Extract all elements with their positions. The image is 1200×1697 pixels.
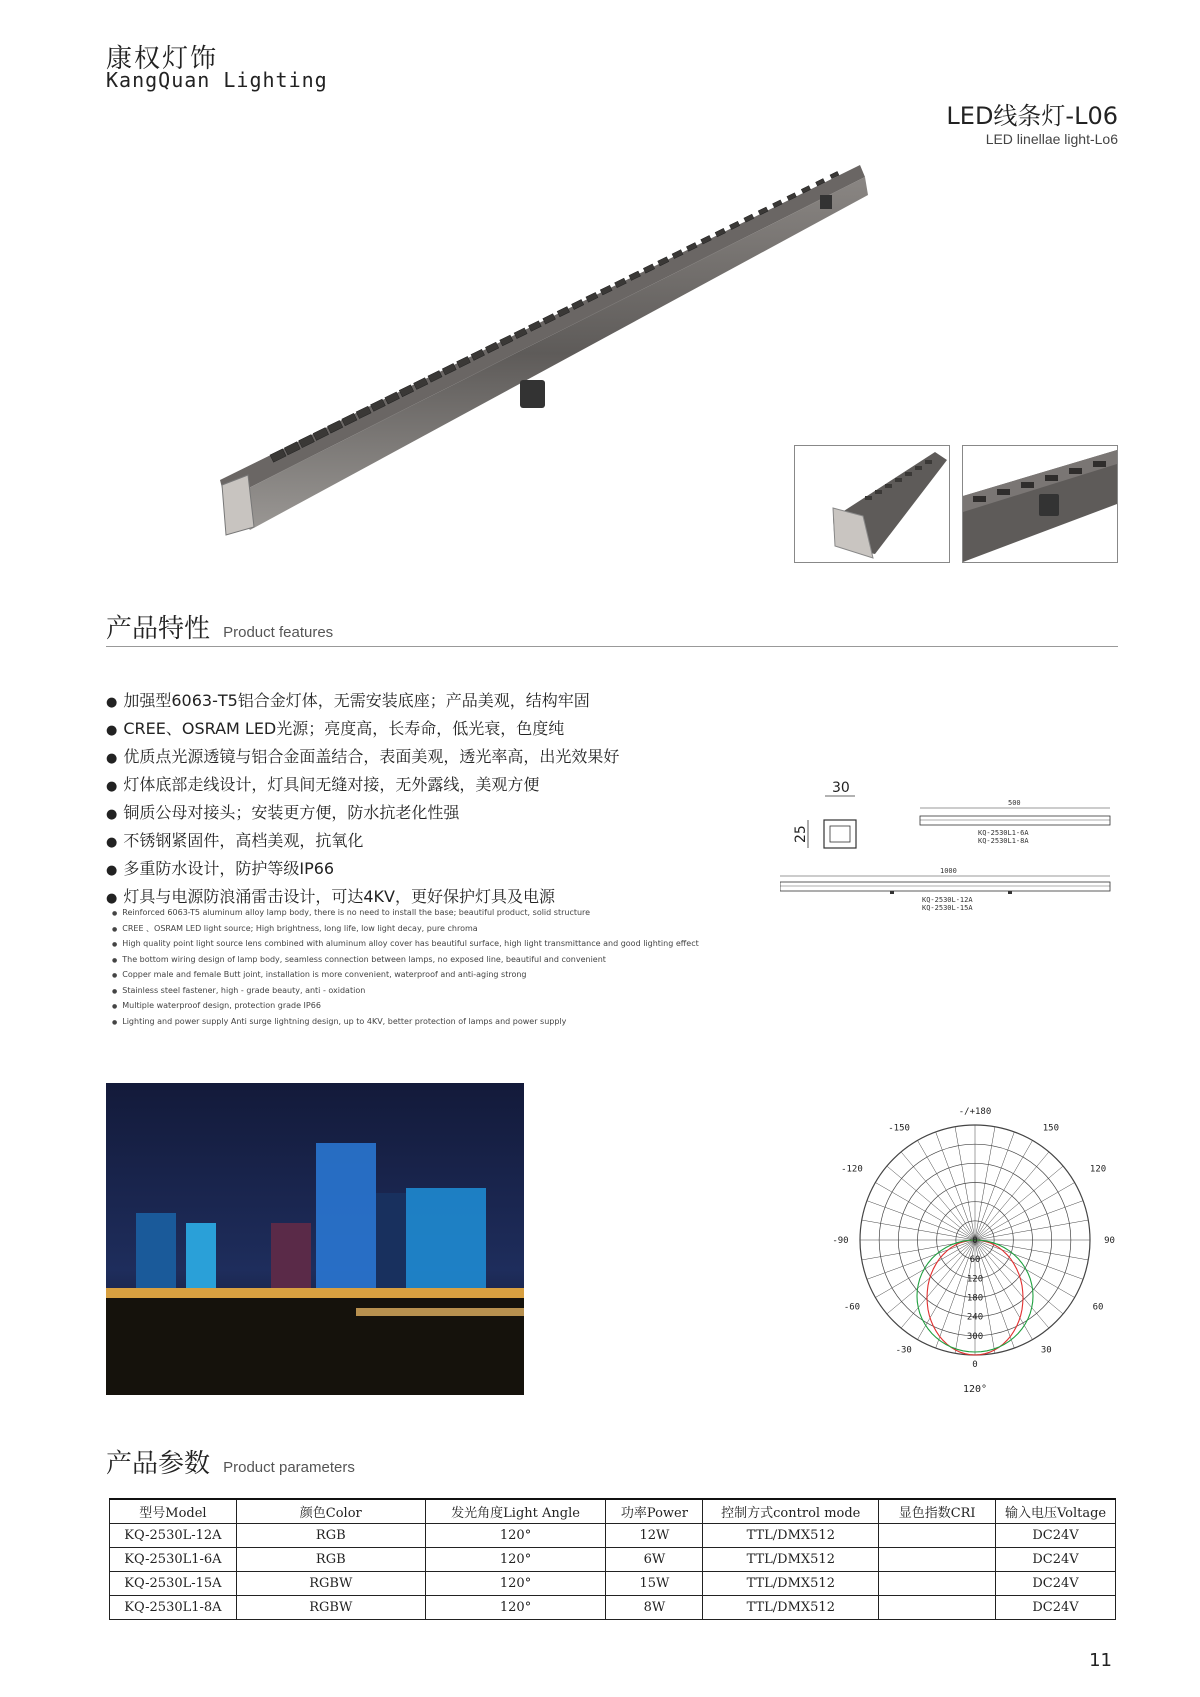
dimension-height: 25	[793, 825, 809, 843]
params-header-en: Product parameters	[223, 1459, 355, 1476]
cell-control: TTL/DMX512	[703, 1572, 879, 1596]
feature-en: ● Reinforced 6063-T5 aluminum alloy lamp body, there is no need to install the base; beautiful product, solid structure	[112, 906, 699, 922]
feature-en: ● Copper male and female Butt joint, installation is more convenient, waterproof and anti-aging strong	[112, 968, 699, 984]
cell-control: TTL/DMX512	[703, 1524, 879, 1548]
long-length: 1000	[940, 867, 957, 875]
cell-model: KQ-2530L-12A	[110, 1524, 237, 1548]
feature-en: ● High quality point light source lens combined with aluminum alloy cover has beautiful surface, high light transmittance and good lighting effect	[112, 937, 699, 953]
cell-power: 8W	[606, 1596, 703, 1620]
feature-en: ● Lighting and power supply Anti surge lightning design, up to 4KV, better protection of lamps and power supply	[112, 1015, 699, 1031]
cell-control: TTL/DMX512	[703, 1548, 879, 1572]
col-header: 型号Model	[110, 1499, 237, 1524]
cell-voltage: DC24V	[996, 1548, 1116, 1572]
long-model-2: KQ-2530L-15A	[922, 904, 973, 912]
cell-color: RGBW	[236, 1572, 425, 1596]
col-header: 功率Power	[606, 1499, 703, 1524]
features-header-cn: 产品特性	[106, 614, 211, 644]
short-bar-drawing	[920, 799, 1110, 845]
col-header: 发光角度Light Angle	[425, 1499, 606, 1524]
led-lens	[925, 460, 932, 464]
polar-angle-label: -90	[832, 1236, 849, 1246]
led-lens	[1045, 475, 1058, 481]
product-subtitle: LED linellae light-Lo6	[985, 131, 1118, 147]
polar-radial-label: 240	[966, 1312, 984, 1323]
params-table	[109, 1498, 1116, 1620]
dimension-drawings	[780, 780, 1125, 940]
feature-cn: ● 灯具与电源防浪涌雷击设计，可达4KV，更好保护灯具及电源	[106, 884, 619, 912]
cell-model: KQ-2530L1-6A	[110, 1548, 237, 1572]
feature-cn: ● CREE、OSRAM LED光源；亮度高，长寿命，低光衰，色度纯	[106, 716, 619, 744]
light-distribution-polar-chart	[820, 1090, 1120, 1400]
thumbnail-bracket-view	[962, 445, 1118, 563]
long-bar-drawing	[780, 867, 1110, 912]
cell-model: KQ-2530L-15A	[110, 1572, 237, 1596]
table-row	[110, 1596, 1116, 1620]
polar-angle-label: 150	[1042, 1123, 1060, 1134]
polar-angle-label: 30	[1040, 1345, 1052, 1356]
cell-color: RGBW	[236, 1596, 425, 1620]
polar-angle-label: -60	[843, 1302, 861, 1313]
led-lens	[997, 489, 1010, 495]
polar-radial-label: 60	[969, 1255, 981, 1266]
page-number: 11	[1089, 1650, 1112, 1671]
cell-power: 15W	[606, 1572, 703, 1596]
product-photo-main	[220, 155, 880, 565]
features-list-cn	[106, 688, 619, 912]
feature-en: ● CREE 、OSRAM LED light source; High brightness, long life, low light decay, pure chroma	[112, 922, 699, 938]
feature-cn: ● 加强型6063-T5铝合金灯体，无需安装底座；产品美观，结构牢固	[106, 688, 619, 716]
polar-radial-label: 0	[972, 1236, 978, 1246]
feature-cn: ● 灯体底部走线设计，灯具间无缝对接，无外露线，美观方便	[106, 772, 619, 800]
short-length: 500	[1008, 799, 1021, 807]
cell-cri	[879, 1572, 996, 1596]
led-lens	[973, 496, 986, 502]
cell-model: KQ-2530L1-8A	[110, 1596, 237, 1620]
table-row	[110, 1524, 1116, 1548]
cell-angle: 120°	[425, 1524, 606, 1548]
feature-en: ● The bottom wiring design of lamp body, seamless connection between lamps, no exposed line, beautiful and convenient	[112, 953, 699, 969]
col-header: 颜色Color	[236, 1499, 425, 1524]
led-lens	[895, 478, 902, 482]
params-header-cn: 产品参数	[106, 1449, 211, 1479]
cell-cri	[879, 1548, 996, 1572]
cross-section-drawing	[793, 780, 856, 848]
polar-radial-label: 300	[966, 1331, 984, 1342]
feature-en: ● Multiple waterproof design, protection grade IP66	[112, 999, 699, 1015]
polar-angle-label: 60	[1092, 1302, 1104, 1313]
features-list-en	[112, 906, 699, 1030]
led-lens	[865, 496, 872, 500]
feature-cn: ● 优质点光源透镜与铝合金面盖结合，表面美观，透光率高，出光效果好	[106, 744, 619, 772]
polar-angle-label: -120	[841, 1164, 863, 1175]
col-header: 显色指数CRI	[879, 1499, 996, 1524]
short-model-1: KQ-2530L1-6A	[978, 829, 1029, 837]
cell-voltage: DC24V	[996, 1524, 1116, 1548]
cell-color: RGB	[236, 1524, 425, 1548]
led-lens	[1021, 482, 1034, 488]
table-header-row	[110, 1499, 1116, 1524]
led-lens	[885, 484, 892, 488]
long-model-1: KQ-2530L-12A	[922, 896, 973, 904]
feature-cn: ● 多重防水设计，防护等级IP66	[106, 856, 619, 884]
product-title: LED线条灯-L06	[946, 102, 1118, 130]
cell-angle: 120°	[425, 1572, 606, 1596]
features-header-en: Product features	[223, 624, 334, 641]
cell-cri	[879, 1524, 996, 1548]
application-photo-night-city	[106, 1083, 524, 1395]
led-lens	[1093, 461, 1106, 467]
brand-name-en: KangQuan Lighting	[106, 68, 328, 92]
cell-voltage: DC24V	[996, 1572, 1116, 1596]
beam-angle-label: 120°	[962, 1384, 988, 1395]
feature-cn: ● 铜质公母对接头；安装更方便，防水抗老化性强	[106, 800, 619, 828]
led-lens	[915, 466, 922, 470]
cell-power: 6W	[606, 1548, 703, 1572]
cell-control: TTL/DMX512	[703, 1596, 879, 1620]
thumbnail-end-view	[794, 445, 950, 563]
cell-color: RGB	[236, 1548, 425, 1572]
cell-angle: 120°	[425, 1548, 606, 1572]
led-lens	[905, 472, 912, 476]
cell-power: 12W	[606, 1524, 703, 1548]
polar-angle-label: 90	[1104, 1236, 1115, 1246]
cell-cri	[879, 1596, 996, 1620]
col-header: 输入电压Voltage	[996, 1499, 1116, 1524]
polar-angle-label: 120	[1089, 1164, 1107, 1175]
polar-angle-label: -/+180	[958, 1107, 992, 1118]
col-header: 控制方式control mode	[703, 1499, 879, 1524]
feature-en: ● Stainless steel fastener, high - grade beauty, anti - oxidation	[112, 984, 699, 1000]
dimension-width: 30	[832, 780, 850, 796]
feature-cn: ● 不锈钢紧固件，高档美观，抗氧化	[106, 828, 619, 856]
table-row	[110, 1548, 1116, 1572]
table-row	[110, 1572, 1116, 1596]
cell-angle: 120°	[425, 1596, 606, 1620]
polar-radial-label: 180	[966, 1293, 984, 1304]
polar-bottom-zero: 0	[972, 1360, 978, 1370]
polar-angle-label: -150	[888, 1123, 910, 1134]
short-model-2: KQ-2530L1-8A	[978, 837, 1029, 845]
cell-voltage: DC24V	[996, 1596, 1116, 1620]
polar-radial-label: 120	[966, 1274, 984, 1285]
led-lens	[1069, 468, 1082, 474]
brand-name-cn: 康权灯饰	[106, 44, 219, 74]
polar-angle-label: -30	[895, 1345, 912, 1356]
features-header	[106, 608, 1118, 647]
params-header	[106, 1443, 1118, 1481]
led-lens	[875, 490, 882, 494]
